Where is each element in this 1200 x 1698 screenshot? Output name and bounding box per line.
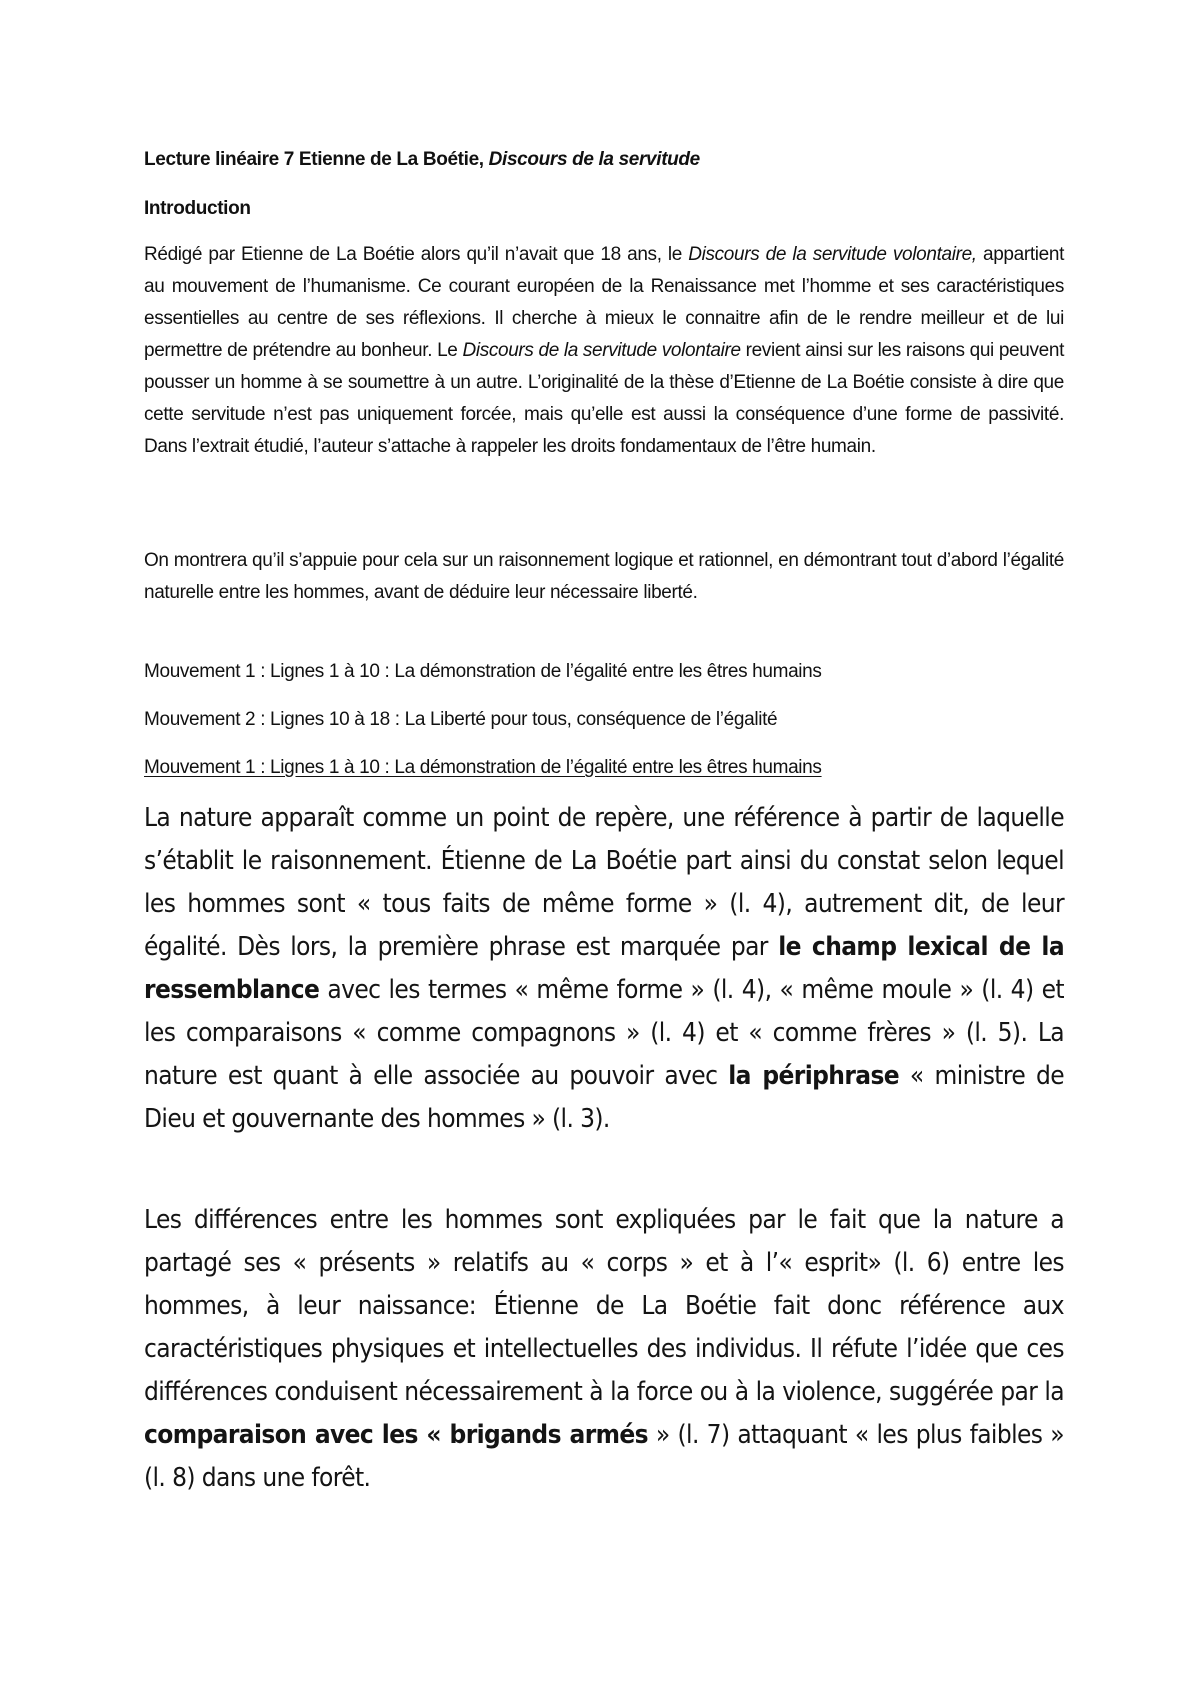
intro-text-1: Rédigé par Etienne de La Boétie alors qu’il n’avait que 18 ans, le — [144, 244, 689, 265]
intro-italic-2: Discours de la servitude volontaire — [462, 340, 741, 361]
intro-italic-1: Discours de la servitude volontaire, — [688, 244, 977, 265]
plan-paragraph: On montrera qu’il s’appuie pour cela sur un raisonnement logique et rationnel, en démontrant tout d’abord l’égalité naturelle entre les hommes, avant de déduire leur nécessaire liberté. — [144, 550, 1064, 603]
title-text: Lecture linéaire 7 Etienne de La Boétie, — [144, 149, 489, 170]
analysis-1-text-2: avec les termes « même forme » (l. 4), « même moule » (l. 4) et les comparaisons « comme compagnons » (l. 4) et « comme frères » (l. 5). La nature est quant à elle associée au pouvoir avec — [144, 975, 1064, 1091]
document-title — [144, 144, 700, 176]
analysis-1-text-1: La nature apparaît comme un point de repère, une référence à partir de laquelle s’établit le raisonnement. Étienne de La Boétie part ainsi du constat selon lequel les hommes sont « tous faits de même forme » (l. 4), autrement dit, de leur égalité. Dès lors, la première phrase est marquée par — [144, 803, 1064, 962]
analysis-paragraph-1 — [144, 797, 1064, 1141]
intro-text-3: revient ainsi sur les raisons qui peuvent pousser un homme à se soumettre à un autre. L’originalité de la thèse d’Etienne de La Boétie consiste à dire que cette servitude n’est pas uniquement forcée, mais qu’elle est aussi la conséquence d’une forme de passivité. Dans l’extrait étudié, l’auteur s’attache à rappeler les droits fondamentaux de l’être humain. — [144, 340, 1065, 457]
movement-2-line: Mouvement 2 : Lignes 10 à 18 : La Liberté pour tous, conséquence de l’égalité — [144, 709, 778, 730]
title-italic-work: Discours de la servitude — [488, 149, 700, 170]
analysis-1-bold-2: la périphrase — [728, 1061, 900, 1091]
analysis-2-text-1: Les différences entre les hommes sont expliquées par le fait que la nature a partagé ses « présents » relatifs au « corps » et à l’« esprit» (l. 6) entre les hommes, à leur naissance: Étienne de La Boétie fait donc référence aux caractéristiques physiques et intellectuelles des individus. Il réfute l’idée que ces différences conduisent nécessairement à la force ou à la violence, suggérée par la — [144, 1205, 1064, 1407]
introduction-heading: Introduction — [144, 198, 251, 219]
analysis-1-text-3: « ministre de Dieu et gouvernante des hommes » (l. 3). — [144, 1061, 1065, 1134]
analysis-2-bold-1: comparaison avec les « brigands armés — [144, 1420, 649, 1450]
section-heading-underlined: Mouvement 1 : Lignes 1 à 10 : La démonstration de l’égalité entre les êtres humains — [144, 757, 822, 778]
analysis-paragraph-2 — [144, 1199, 1064, 1500]
movement-1-line: Mouvement 1 : Lignes 1 à 10 : La démonstration de l’égalité entre les êtres humains — [144, 661, 822, 682]
introduction-paragraph — [144, 239, 1064, 463]
intro-text-2: appartient au mouvement de l’humanisme. Ce courant européen de la Renaissance met l’homme et ses caractéristiques essentielles au centre de ses réflexions. Il cherche à mieux le connaitre afin de le rendre meilleur et de lui permettre de prétendre au bonheur. Le — [144, 244, 1064, 361]
analysis-2-text-2: » (l. 7) attaquant « les plus faibles » (l. 8) dans une forêt. — [144, 1420, 1064, 1493]
analysis-1-bold-1: le champ lexical de la ressemblance — [144, 932, 1064, 1005]
